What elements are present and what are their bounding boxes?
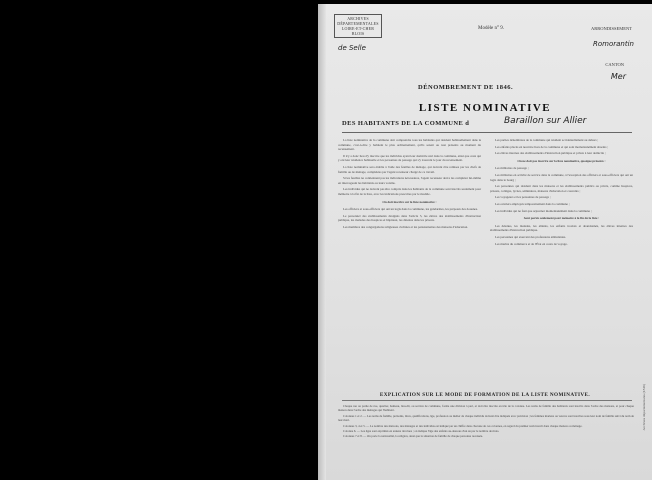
right-paragraph: Les voyageurs et les personnes de passage ; (495, 195, 551, 200)
right-paragraph: Les élèves internes des établissements d'instruction publique et privée à leur domicile ; (495, 151, 606, 156)
page-fold-shadow (318, 4, 326, 480)
explication-paragraph: Chaque rue ou partie de rue, quartier, hameau, lieu-dit, ou section de commune, forme une division à part, et doit être inscrite en tête de la colonne. Les noms de famille des habitants sont inscrits dans l'ordre des maisons, et pour chaque maison dans l'ordre des ménages qui l'habitent. (338, 404, 634, 413)
stamp-line-2: DÉPARTEMENTALES (337, 21, 379, 26)
handwritten-top-left: de Selle (338, 44, 366, 52)
side-archive-note: Archives départementales (1846) (642, 384, 646, 431)
explication-paragraph: Colonnes 7 et 8. — On porte la nationalité, la religion, ainsi que la situation de famille de chaque personne recensée. (343, 434, 483, 439)
right-paragraph: Les marins du commerce et de l'État en cours de voyage. (495, 241, 568, 246)
right-section-heading: On ne doit pas inscrire sur la liste nominative, quoique présents : (517, 158, 606, 163)
commune-name-handwritten: Baraillon sur Allier (504, 116, 587, 126)
right-paragraph: Les personnes qui exercent des professions ambulantes. (495, 234, 567, 239)
right-paragraph: Les individus qui ne font que séjourner momentanément dans la commune ; (495, 208, 592, 213)
commune-subtitle: DES HABITANTS DE LA COMMUNE d (342, 120, 470, 127)
archive-stamp (334, 14, 382, 38)
right-paragraph: Les personnes qui résident dans les maisons et les établissements publics ou privés, comme hospices, prisons, collèges, lycées, séminaires, maisons d'éducation et couvents ; (490, 184, 633, 193)
stamp-line-3: LOIRE-ET-CHER (341, 26, 375, 31)
archive-stamp-box (334, 14, 382, 38)
canton-label: CANTON (605, 62, 624, 67)
explication-paragraph: Colonne 6. — Les âges sont exprimés en années révolues ; on indique l'âge des enfants au-dessous d'un an par le nombre de mois. (343, 429, 500, 434)
explication-text (338, 404, 634, 440)
instructions-left-column (338, 138, 481, 232)
denombrement-heading: DÉNOMBREMENT DE 1846. (418, 84, 514, 91)
left-paragraph: Les officiers et sous-officiers qui ont un logis dans la commune, les gendarmes, les préposés des douanes. (343, 207, 478, 212)
arrondissement-value: Romorantin (593, 40, 634, 48)
modele-number: Modèle n° 9. (478, 26, 505, 31)
right-section-heading: Sont portés seulement pour mémoire à la fin de la liste : (523, 216, 600, 221)
left-paragraph: Il n'y a donc lieu d'y inscrire que les individus ayant leur domicile réel dans la commune, ainsi que ceux qui y ont leur résidence habituelle et les personnes de passage qui s'y trouvent le jour du recensement. (338, 153, 481, 163)
stamp-line-4: BLOIS (351, 31, 365, 36)
divider (342, 400, 632, 401)
canton-value: Mer (610, 72, 626, 81)
left-paragraph: Le personnel des établissements désignés dans l'article 5, les élèves des établissements d'instruction publique, les malades des hospices et hôpitaux, les détenus dans les prisons. (338, 213, 481, 223)
left-paragraph: La liste nominative de la commune doit comprendre tous les habitants qui résident habituellement dans la commune, c'est-à-dire y habitent le plus ordinairement, qu'ils soient ou non présents au moment du recensement. (338, 138, 481, 152)
right-paragraph: Les enfants placés en nourrice hors de la commune et qui sont momentanément absents ; (495, 144, 609, 149)
instructions-right-column (490, 138, 633, 248)
left-paragraph: Si les feuilles ne contiennent pas les indications nécessaires, l'agent recenseur devra les compléter lui-même en interrogeant les habitants ou leurs voisins. (338, 176, 481, 185)
right-paragraph: Les détenus, les malades, les aliénés, les enfants trouvés et abandonnés, les élèves internes des établissements d'instruction publique. (490, 223, 633, 233)
explication-paragraph: Colonnes 3, 4 et 5. — Le nombre des maisons, des ménages et des individus est indiqué par un chiffre dans chacune de ces colonnes, en regard du premier nom inscrit dans chaque maison ou ménage. (343, 423, 583, 428)
right-paragraph: Les parties dénombrées de la commune qui résident accidentellement au dehors ; (495, 138, 599, 142)
stamp-line-1: ARCHIVES (347, 16, 369, 21)
right-paragraph: Les militaires en activité de service dans la commune, à l'exception des officiers et sous-officiers qui ont un logis dans le bourg ; (490, 172, 633, 182)
explication-paragraph: Colonnes 1 et 2. — Les noms de famille, prénoms, titres, qualifications, âge, profession ou métier de chaque individu doivent être indiqués avec précision ; les femmes mariées ou veuves sont inscrites sous leur nom de famille suivi du nom de leur mari. (338, 413, 634, 423)
explication-heading: EXPLICATION SUR LE MODE DE FORMATION DE LA LISTE NOMINATIVE. (379, 392, 591, 398)
divider (342, 132, 632, 133)
left-section-heading: On doit inscrire sur la liste nominative : (382, 199, 437, 204)
arrondissement-label: ARRONDISSEMENT (590, 26, 632, 31)
left-paragraph: La liste nominative sera établie à l'aide des feuilles de ménage, qui doivent être remises par les chefs de famille ou de ménage, complétées par l'agent recenseur chargé de ce travail. (338, 164, 481, 174)
page-title: LISTE NOMINATIVE (418, 102, 552, 114)
document-page (318, 4, 652, 480)
right-paragraph: Les ouvriers employés temporairement dans la commune ; (495, 201, 570, 206)
left-paragraph: Les membres des congrégations religieuses cloîtrées et les pensionnaires des maisons d'éducation. (343, 224, 469, 229)
left-paragraph: Les individus qui ne doivent pas être compris dans les habitants de la commune sont inscrits seulement pour mémoire à la fin de la liste, avec les indications prescrites par le modèle. (338, 187, 482, 196)
right-paragraph: Les militaires de passage ; (495, 166, 529, 171)
